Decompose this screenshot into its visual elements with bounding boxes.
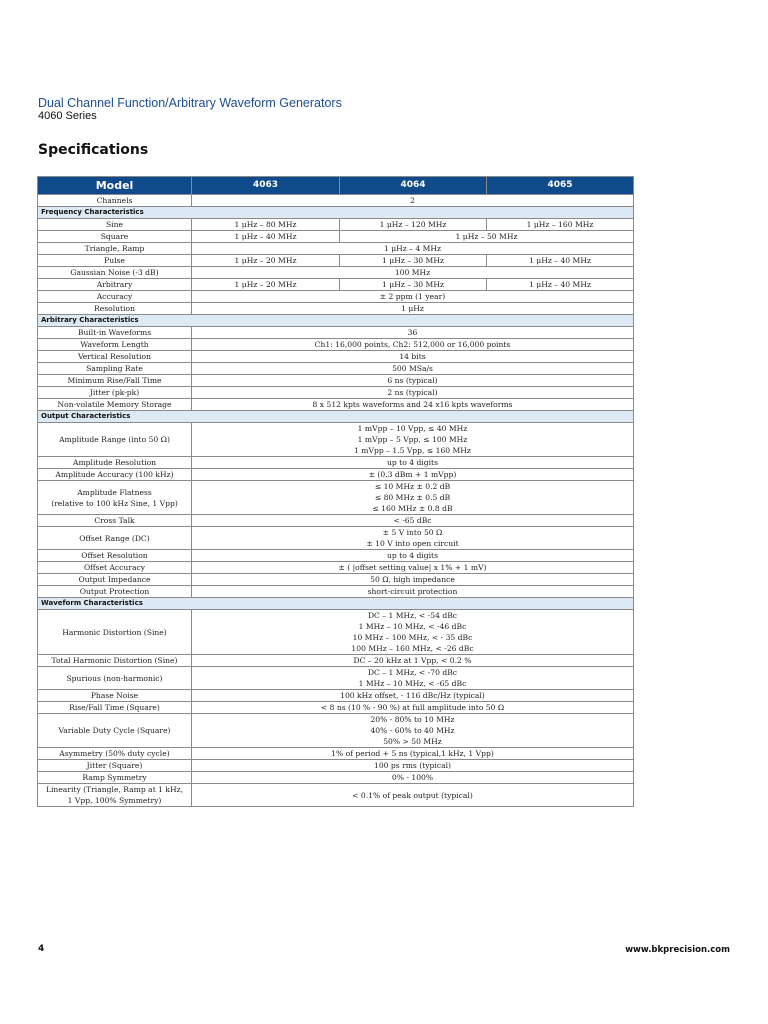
spec-value: 100 MHz [192,267,634,279]
table-row [38,195,634,207]
parameter-label: Jitter (Square) [38,760,192,772]
spec-value: 1 μHz – 30 MHz [340,255,487,267]
table-row [38,219,634,231]
spec-value: 1 μHz – 4 MHz [192,243,634,255]
page-number: 4 [38,944,45,954]
parameter-label: Cross Talk [38,515,192,527]
table-row [38,279,634,291]
footer-url: www.bkprecision.com [625,945,730,955]
table-row [38,690,634,702]
spec-value: ± 2 ppm (1 year) [192,291,634,303]
column-header-4065: 4065 [487,177,634,195]
spec-value: 8 x 512 kpts waveforms and 24 x16 kpts waveforms [192,399,634,411]
spec-value: 36 [192,327,634,339]
spec-value: 1 μHz – 40 MHz [487,255,634,267]
table-row [38,351,634,363]
table-row [38,550,634,562]
parameter-label: Accuracy [38,291,192,303]
spec-value: 14 bits [192,351,634,363]
table-row [38,255,634,267]
spec-value: 1 μHz – 40 MHz [192,231,340,243]
table-row [38,231,634,243]
spec-value: 1 μHz – 160 MHz [487,219,634,231]
parameter-label: Asymmetry (50% duty cycle) [38,748,192,760]
table-row [38,291,634,303]
parameter-label: Variable Duty Cycle (Square) [38,714,192,748]
parameter-label: Sampling Rate [38,363,192,375]
spec-value: 1 μHz – 20 MHz [192,279,340,291]
table-row [38,423,634,457]
spec-value: 20% - 80% to 10 MHz 40% - 60% to 40 MHz 50% > 50 MHz [192,714,634,748]
table-row [38,574,634,586]
spec-value: 2 ns (typical) [192,387,634,399]
parameter-label: Rise/Fall Time (Square) [38,702,192,714]
parameter-label: Offset Resolution [38,550,192,562]
spec-value: < 0.1% of peak output (typical) [192,784,634,807]
parameter-label: Linearity (Triangle, Ramp at 1 kHz, 1 Vpp, 100% Symmetry) [38,784,192,807]
section-row [38,598,634,610]
parameter-label: Output Protection [38,586,192,598]
spec-value: 1 μHz – 40 MHz [487,279,634,291]
parameter-label: Spurious (non-harmonic) [38,667,192,690]
parameter-label: Harmonic Distortion (Sine) [38,610,192,655]
table-row [38,610,634,655]
table-row [38,243,634,255]
series-name: 4060 Series [38,110,97,122]
parameter-label: Offset Accuracy [38,562,192,574]
table-row [38,387,634,399]
spec-value: 1 μHz – 120 MHz [340,219,487,231]
parameter-label: Phase Noise [38,690,192,702]
table-row [38,457,634,469]
parameter-label: Jitter (pk-pk) [38,387,192,399]
parameter-label: Built-in Waveforms [38,327,192,339]
spec-value: 6 ns (typical) [192,375,634,387]
spec-value: 1 μHz – 20 MHz [192,255,340,267]
table-row [38,586,634,598]
parameter-label: Arbitrary [38,279,192,291]
parameter-label: Total Harmonic Distortion (Sine) [38,655,192,667]
table-row [38,702,634,714]
spec-value: 1 mVpp – 10 Vpp, ≤ 40 MHz 1 mVpp – 5 Vpp, ≤ 100 MHz 1 mVpp – 1.5 Vpp, ≤ 160 MHz [192,423,634,457]
parameter-label: Resolution [38,303,192,315]
table-row [38,527,634,550]
table-row [38,339,634,351]
specifications-table [37,176,634,807]
table-row [38,515,634,527]
table-row [38,375,634,387]
parameter-label: Ramp Symmetry [38,772,192,784]
page-heading: Specifications [38,142,149,158]
parameter-label: Output Impedance [38,574,192,586]
spec-value: up to 4 digits [192,457,634,469]
spec-value: DC – 1 MHz, < -70 dBc 1 MHz – 10 MHz, < -65 dBc [192,667,634,690]
parameter-label: Offset Range (DC) [38,527,192,550]
spec-value: < 8 ns (10 % - 90 %) at full amplitude into 50 Ω [192,702,634,714]
table-body [38,195,634,807]
parameter-label: Amplitude Accuracy (100 kHz) [38,469,192,481]
table-row [38,481,634,515]
section-row [38,411,634,423]
table-row [38,399,634,411]
table-row [38,772,634,784]
column-header-4063: 4063 [192,177,340,195]
parameter-label: Amplitude Resolution [38,457,192,469]
spec-value: ± 5 V into 50 Ω ± 10 V into open circuit [192,527,634,550]
table-header [38,177,634,195]
spec-value: 1 μHz – 50 MHz [340,231,634,243]
parameter-label: Sine [38,219,192,231]
spec-value: Ch1: 16,000 points, Ch2: 512,000 or 16,000 points [192,339,634,351]
table-row [38,303,634,315]
spec-value: DC – 20 kHz at 1 Vpp, < 0.2 % [192,655,634,667]
spec-value: 100 ps rms (typical) [192,760,634,772]
table-row [38,667,634,690]
column-header-4064: 4064 [340,177,487,195]
table-row [38,327,634,339]
table-row [38,363,634,375]
table-row [38,469,634,481]
section-title: Frequency Characteristics [38,207,634,219]
spec-value: up to 4 digits [192,550,634,562]
parameter-label: Square [38,231,192,243]
spec-value: 1% of period + 5 ns (typical,1 kHz, 1 Vpp) [192,748,634,760]
spec-value: 100 kHz offset, - 116 dBc/Hz (typical) [192,690,634,702]
parameter-label: Amplitude Flatness (relative to 100 kHz Sine, 1 Vpp) [38,481,192,515]
table-row [38,748,634,760]
spec-value: 1 μHz – 30 MHz [340,279,487,291]
spec-value: 2 [192,195,634,207]
section-title: Waveform Characteristics [38,598,634,610]
spec-value: < -65 dBc [192,515,634,527]
parameter-label: Minimum Rise/Fall Time [38,375,192,387]
parameter-label: Vertical Resolution [38,351,192,363]
section-row [38,315,634,327]
table-header-row [38,177,634,195]
spec-value: ± (0.3 dBm + 1 mVpp) [192,469,634,481]
document-title: Dual Channel Function/Arbitrary Waveform Generators [38,96,342,110]
parameter-label: Channels [38,195,192,207]
table-row [38,714,634,748]
spec-value: short-circuit protection [192,586,634,598]
table-row [38,655,634,667]
section-row [38,207,634,219]
column-header-model: Model [38,177,192,195]
parameter-label: Gaussian Noise (-3 dB) [38,267,192,279]
spec-value: DC – 1 MHz, < -54 dBc 1 MHz – 10 MHz, < -46 dBc 10 MHz – 100 MHz, < - 35 dBc 100 MHz – 160 MHz, < -26 dBc [192,610,634,655]
section-title: Arbitrary Characteristics [38,315,634,327]
spec-value: 50 Ω, high impedance [192,574,634,586]
table-row [38,267,634,279]
parameter-label: Triangle, Ramp [38,243,192,255]
spec-value: ± ( |offset setting value| x 1% + 1 mV) [192,562,634,574]
parameter-label: Amplitude Range (into 50 Ω) [38,423,192,457]
table-row [38,562,634,574]
parameter-label: Non-volatile Memory Storage [38,399,192,411]
spec-value: 1 μHz – 80 MHz [192,219,340,231]
table-row [38,760,634,772]
spec-value: ≤ 10 MHz ± 0.2 dB ≤ 80 MHz ± 0.5 dB ≤ 160 MHz ± 0.8 dB [192,481,634,515]
table-row [38,784,634,807]
section-title: Output Characteristics [38,411,634,423]
spec-value: 0% - 100% [192,772,634,784]
spec-value: 1 μHz [192,303,634,315]
parameter-label: Waveform Length [38,339,192,351]
parameter-label: Pulse [38,255,192,267]
spec-value: 500 MSa/s [192,363,634,375]
